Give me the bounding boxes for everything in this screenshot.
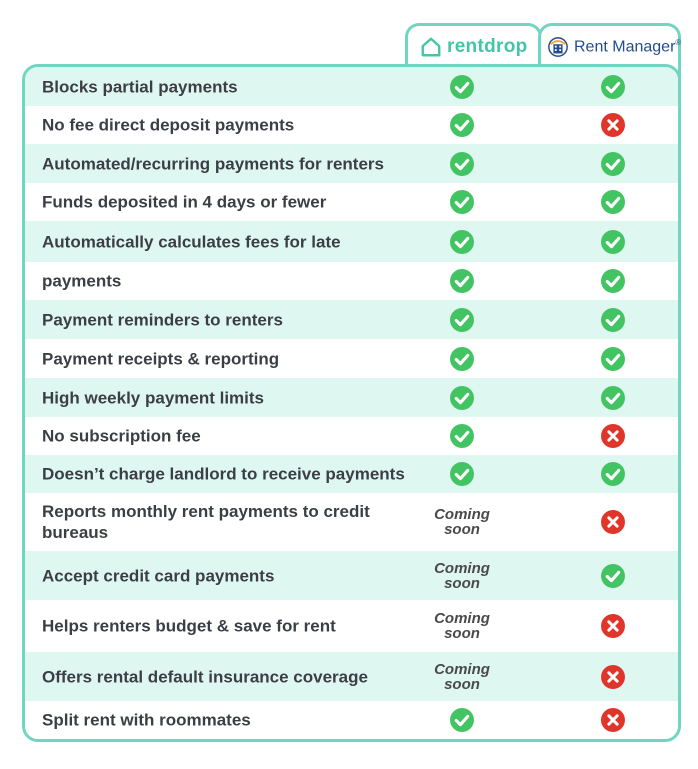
house-outline-icon [420,36,442,58]
check-circle-icon [601,74,626,99]
check-circle-icon [450,462,475,487]
feature-label: Blocks partial payments [42,77,238,96]
feature-label: High weekly payment limits [42,388,265,407]
feature-label: Offers rental default insurance coverage [42,667,368,686]
rentdrop-cell [450,113,475,138]
table-row [25,221,678,262]
rentdrop-cell [422,561,502,591]
feature-label: No subscription fee [42,426,201,446]
rent-manager-cell [601,708,626,733]
rentdrop-cell [450,385,475,410]
feature-label: Automatically calculates fees for late [42,232,341,251]
rent-manager-cell [601,346,626,371]
feature-label: payments [42,271,122,291]
rentdrop-cell [450,424,475,449]
building-logo-icon [547,36,569,58]
check-circle-icon [450,190,475,215]
rent-manager-cell [601,113,626,138]
check-circle-icon [450,385,475,410]
feature-label: Split rent with roommates [42,710,251,730]
table-row [25,378,678,417]
rent-manager-cell [601,424,626,449]
table-row [25,183,678,221]
rent-manager-cell [601,269,626,294]
feature-label: Automated/recurring payments for renters [42,154,384,173]
rent-manager-cell [601,563,626,588]
x-circle-icon [601,113,626,138]
check-circle-icon [601,346,626,371]
feature-label: Reports monthly rent payments to credit bureaus [42,502,370,542]
check-circle-icon [450,269,475,294]
check-circle-icon [450,113,475,138]
feature-label: Helps renters budget & save for rent [42,616,336,636]
rentdrop-cell [450,190,475,215]
rent-manager-logo [547,36,681,58]
rentdrop-cell [422,662,502,692]
feature-label: Payment receipts & reporting [42,349,280,368]
coming-soon-label: Coming soon [434,660,490,693]
table-row [25,551,678,600]
check-circle-icon [450,307,475,332]
table-row [25,493,678,551]
rentdrop-cell [450,229,475,254]
check-circle-icon [450,229,475,254]
rentdrop-logo [420,36,528,58]
check-circle-icon [601,229,626,254]
table-row [25,144,678,183]
table-row [25,600,678,652]
rent-manager-cell [601,151,626,176]
rentdrop-cell [450,462,475,487]
coming-soon-label: Coming soon [434,506,490,538]
check-circle-icon [601,462,626,487]
rentdrop-cell [450,307,475,332]
coming-soon-label: Coming soon [434,559,490,592]
table-row [25,652,678,701]
check-circle-icon [450,424,475,449]
x-circle-icon [601,510,626,535]
check-circle-icon [450,151,475,176]
table-row [25,67,678,106]
table-row [25,455,678,493]
x-circle-icon [601,708,626,733]
check-circle-icon [450,74,475,99]
check-circle-icon [601,151,626,176]
feature-label: Accept credit card payments [42,566,275,585]
check-circle-icon [601,307,626,332]
rentdrop-cell [450,269,475,294]
rentdrop-cell [422,507,502,537]
check-circle-icon [450,346,475,371]
table-row [25,262,678,300]
check-circle-icon [450,708,475,733]
table-row [25,339,678,378]
x-circle-icon [601,614,626,639]
rent-manager-cell [601,74,626,99]
check-circle-icon [601,269,626,294]
rent-manager-cell [601,510,626,535]
rentdrop-cell [422,611,502,641]
feature-label: Doesn’t charge landlord to receive payments [42,464,405,484]
x-circle-icon [601,664,626,689]
x-circle-icon [601,424,626,449]
rentdrop-cell [450,151,475,176]
rent-manager-name: Rent Manager® [574,37,682,56]
feature-label: Funds deposited in 4 days or fewer [42,192,327,212]
table-row [25,106,678,144]
rentdrop-cell [450,708,475,733]
table-row [25,417,678,455]
table-row [25,300,678,339]
feature-label: No fee direct deposit payments [42,115,295,135]
check-circle-icon [601,385,626,410]
rent-manager-cell [601,614,626,639]
rentdrop-name: rentdrop [447,36,528,57]
rent-manager-cell [601,229,626,254]
rent-manager-cell [601,190,626,215]
table-row [25,701,678,739]
comparison-table [22,64,681,742]
rent-manager-cell [601,462,626,487]
rent-manager-cell [601,307,626,332]
check-circle-icon [601,563,626,588]
coming-soon-label: Coming soon [434,610,490,642]
rent-manager-cell [601,664,626,689]
check-circle-icon [601,190,626,215]
feature-label: Payment reminders to renters [42,310,283,329]
rent-manager-cell [601,385,626,410]
rentdrop-cell [450,74,475,99]
rentdrop-cell [450,346,475,371]
